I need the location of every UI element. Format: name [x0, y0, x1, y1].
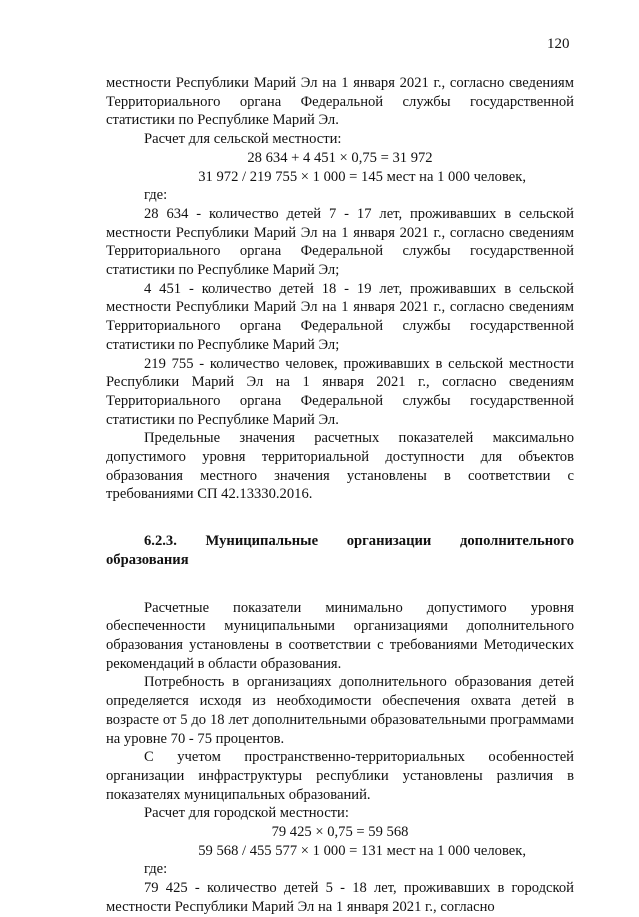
- urban-formula-2: 59 568 / 455 577 × 1 000 = 131 мест на 1 000 человек,: [198, 842, 526, 859]
- rural-calc-label: Расчет для сельской местности:: [144, 131, 342, 148]
- urban-formula-1: 79 425 × 0,75 = 59 568: [271, 824, 409, 841]
- rural-definition-3: 219 755 - количество человек, проживавших в сельской местности Республики Марий Эл на 1 января 2021 г., согласно сведениям Территориального органа Федеральной службы государственной статистики по Республике Марий Эл.: [106, 355, 574, 428]
- urban-definition-1: 79 425 - количество детей 5 - 18 лет, проживавших в городской местности Республики Марий Эл на 1 января 2021 г., согласно: [106, 880, 574, 915]
- rural-definition-2: 4 451 - количество детей 18 - 19 лет, проживавших в сельской местности Республики Марий Эл на 1 января 2021 г., согласно сведениям Территориального органа Федеральной службы государственной статистики по Республике Марий Эл;: [106, 280, 574, 353]
- paragraph-intro-continued: местности Республики Марий Эл на 1 января 2021 г., согласно сведениям Территориального органа Федеральной службы государственной статистики по Республике Марий Эл.: [106, 75, 574, 129]
- urban-where-label: где:: [144, 861, 168, 878]
- paragraph-differences: С учетом пространственно-территориальных особенностей организации инфраструктуры республики установлены различия в показателях муниципальных образований.: [106, 749, 574, 803]
- rural-where-label: где:: [144, 187, 168, 204]
- rural-formula-1: 28 634 + 4 451 × 0,75 = 31 972: [247, 149, 433, 166]
- page-number: 120: [547, 36, 570, 52]
- section-heading: 6.2.3. Муниципальные организации дополнительного образования: [106, 533, 574, 568]
- rural-definition-1: 28 634 - количество детей 7 - 17 лет, проживавших в сельской местности Республики Марий Эл на 1 января 2021 г., согласно сведениям Территориального органа Федеральной службы государственной статистики по Республике Марий Эл;: [106, 205, 574, 279]
- paragraph-demand: Потребность в организациях дополнительного образования детей определяется исходя из необходимости обеспечения охвата детей в возрасте от 5 до 18 лет дополнительными образовательными программами на уровне 70 - 75 процентов.: [106, 674, 574, 747]
- document-body: [106, 74, 574, 917]
- urban-calc-label: Расчет для городской местности:: [144, 805, 349, 822]
- rural-formula-2: 31 972 / 219 755 × 1 000 = 145 мест на 1 000 человек,: [198, 168, 526, 185]
- paragraph-indicators: Расчетные показатели минимально допустимого уровня обеспеченности муниципальными организациями дополнительного образования установлены в соответствии с требованиями Методических рекомендаций в области образования.: [106, 599, 574, 672]
- paragraph-limits: Предельные значения расчетных показателей максимально допустимого уровня территориальной доступности для объектов образования местного значения установлены в соответствии с требованиями СП 42.13330.2016.: [106, 430, 574, 503]
